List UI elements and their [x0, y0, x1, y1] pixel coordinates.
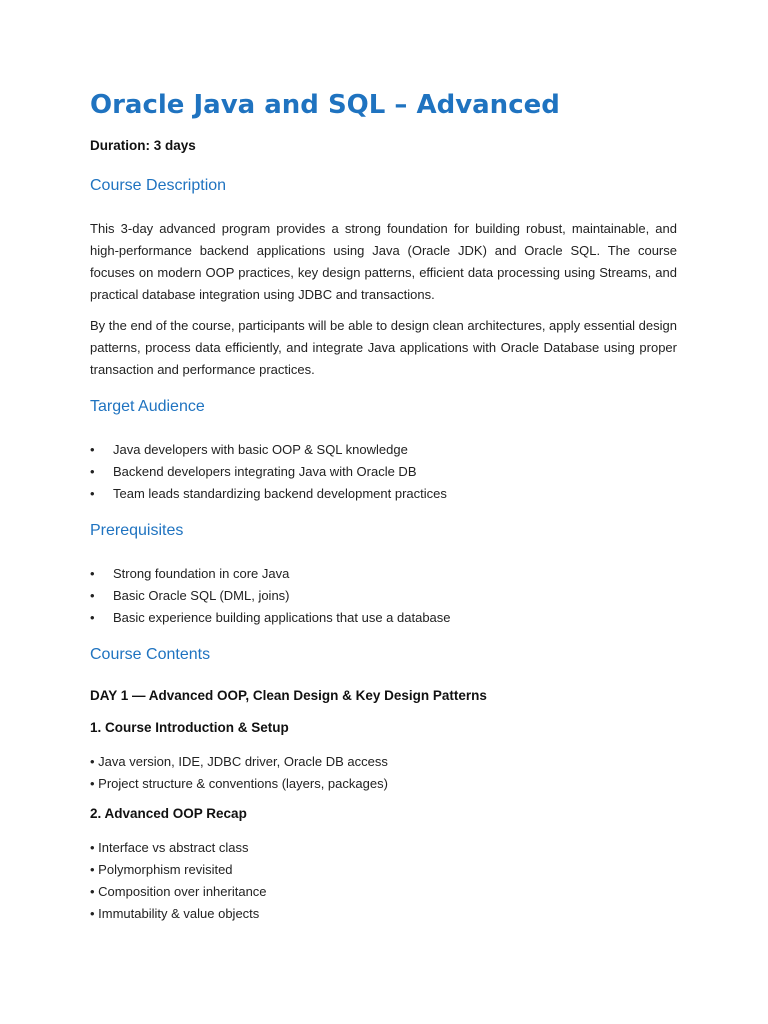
- list-item: • Immutability & value objects: [90, 906, 260, 921]
- list-item: • Interface vs abstract class: [90, 840, 249, 855]
- section-2-title: 2. Advanced OOP Recap: [90, 806, 247, 821]
- list-item: [90, 585, 451, 607]
- list-item: [90, 439, 447, 461]
- list-item: [90, 563, 451, 585]
- list-item: • Java version, IDE, JDBC driver, Oracle DB access: [90, 754, 388, 769]
- bullet-icon: •: [90, 486, 95, 501]
- list-item: • Project structure & conventions (layers, packages): [90, 776, 388, 791]
- bullet-icon: •: [90, 610, 95, 625]
- list-item: [90, 483, 447, 505]
- list-item-text: Java developers with basic OOP & SQL knowledge: [113, 442, 408, 457]
- target-audience-list: [90, 439, 447, 505]
- day-1-heading: DAY 1 — Advanced OOP, Clean Design & Key Design Patterns: [90, 688, 487, 703]
- bullet-icon: •: [90, 588, 95, 603]
- section-1-list: [90, 751, 388, 795]
- bullet-icon: •: [90, 442, 95, 457]
- list-item-text: Basic Oracle SQL (DML, joins): [113, 588, 290, 603]
- list-item-text: Team leads standardizing backend development practices: [113, 486, 447, 501]
- course-description-paragraph-2: By the end of the course, participants will be able to design clean architectures, apply essential design patterns, process data efficiently, and integrate Java applications with Oracle Database using proper transaction and performance practices.: [90, 318, 677, 377]
- prerequisites-list: [90, 563, 451, 629]
- prerequisites-heading: Prerequisites: [90, 522, 184, 539]
- list-item-text: Basic experience building applications that use a database: [113, 610, 451, 625]
- course-description-paragraph-1: This 3-day advanced program provides a strong foundation for building robust, maintainable, and high-performance backend applications using Java (Oracle JDK) and Oracle SQL. The course focuses on modern OOP practices, key design patterns, efficient data processing using Streams, and practical database integration using JDBC and transactions.: [90, 221, 677, 302]
- bullet-icon: •: [90, 566, 95, 581]
- course-description-heading: Course Description: [90, 177, 227, 194]
- list-item-text: Backend developers integrating Java with Oracle DB: [113, 464, 417, 479]
- section-2-list: [90, 837, 267, 925]
- list-item: • Polymorphism revisited: [90, 862, 233, 877]
- course-contents-heading: Course Contents: [90, 646, 211, 663]
- list-item: [90, 461, 447, 483]
- bullet-icon: •: [90, 464, 95, 479]
- course-duration: Duration: 3 days: [90, 138, 196, 153]
- list-item: • Composition over inheritance: [90, 884, 267, 899]
- section-1-title: 1. Course Introduction & Setup: [90, 720, 289, 735]
- list-item: [90, 607, 451, 629]
- target-audience-heading: Target Audience: [90, 398, 205, 415]
- list-item-text: Strong foundation in core Java: [113, 566, 290, 581]
- document-title: Oracle Java and SQL – Advanced: [90, 90, 560, 120]
